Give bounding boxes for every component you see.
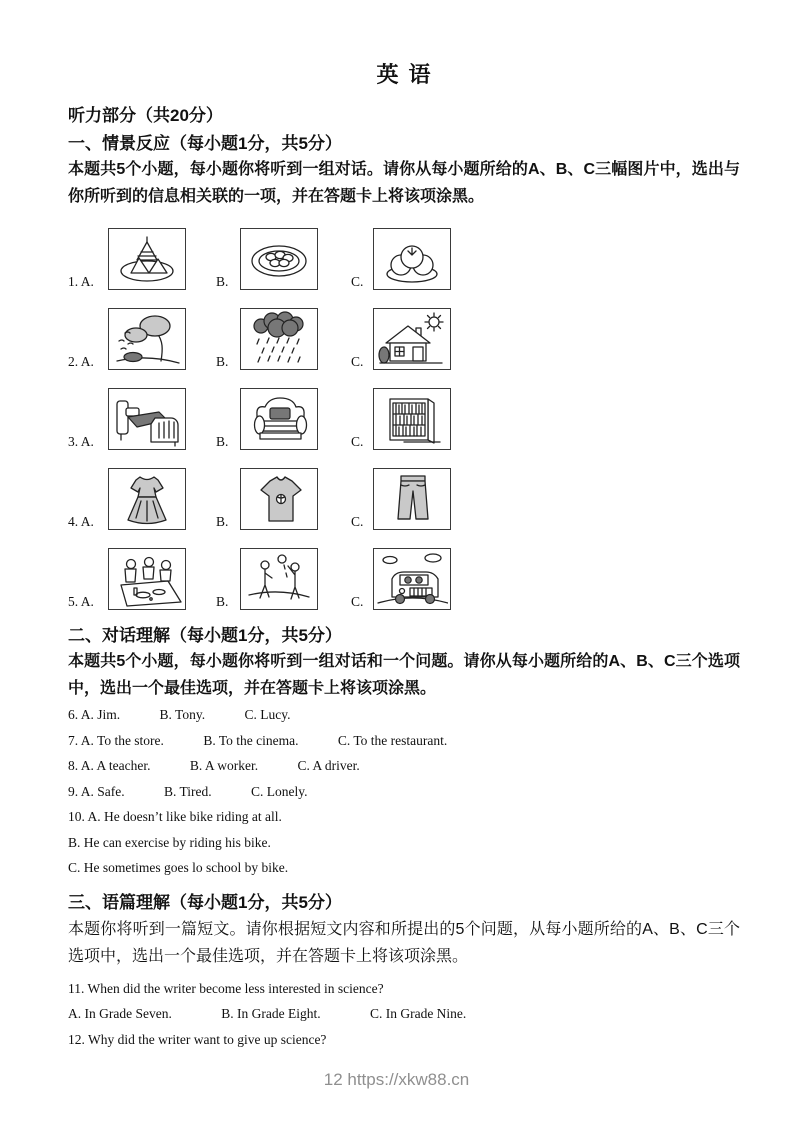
listening-part-header: 听力部分（共20分） (68, 106, 223, 125)
q5-option-c-picture (373, 548, 451, 610)
question-10-option-b: B. He can exercise by riding his bike. (68, 834, 271, 850)
car-icon (376, 551, 448, 607)
dress-icon (111, 471, 183, 527)
q3-option-b-label: B. (216, 434, 229, 449)
q9-option-b: B. Tired. (164, 783, 212, 799)
armchair-icon (243, 391, 315, 447)
q8-option-c: C. A driver. (297, 758, 360, 773)
picture-question-row-1 (68, 227, 741, 290)
q7-option-b: B. To the cinema. (203, 732, 299, 748)
sunny-house-icon (376, 311, 448, 367)
zongzi-plate-icon (111, 231, 183, 287)
question-12: 12. Why did the writer want to give up science? (68, 1031, 327, 1047)
q4-option-c-label: C. (351, 514, 364, 529)
question-9 (68, 779, 741, 805)
q4-option-b-label: B. (216, 514, 229, 529)
q6-option-a: 6. A. Jim. (68, 707, 121, 722)
question-4-label: 4. A. (68, 514, 94, 529)
q5-option-c-label: C. (351, 594, 364, 609)
section2-heading: 二、对话理解（每小题1分，共5分） (68, 626, 342, 645)
q7-option-c: C. To the restaurant. (337, 732, 448, 748)
q3-option-c-picture (373, 388, 451, 450)
q9-option-a: 9. A. Safe. (68, 783, 125, 799)
q1-option-a-picture (108, 228, 186, 290)
ball-game-icon (243, 551, 315, 607)
q1-option-b-picture (240, 228, 318, 290)
q11-option-b: B. In Grade Eight. (221, 1006, 321, 1021)
q2-option-a-picture (108, 308, 186, 370)
q3-option-c-label: C. (351, 434, 364, 449)
dumpling-plate-icon (243, 231, 315, 287)
bookshelf-icon (376, 391, 448, 447)
q8-option-b: B. A worker. (189, 758, 259, 773)
question-11-options (68, 1001, 741, 1027)
rain-cloud-icon (243, 311, 315, 367)
section1-intro: 本题共5个小题，每小题你将听到一组对话。请你从每小题所给的A、B、C三幅图片中，选出与你所听到的信息相关联的一项，并在答题卡上将该项涂黑。 (68, 161, 740, 205)
picture-question-row-2 (68, 307, 741, 370)
q4-option-c-picture (373, 468, 451, 530)
page-footer-watermark: 12 https://xkw88.cn (323, 1070, 470, 1089)
question-6 (68, 702, 741, 728)
picture-question-row-5 (68, 547, 741, 610)
question-2-label: 2. A. (68, 354, 94, 369)
q2-option-b-label: B. (216, 354, 229, 369)
q2-option-c-label: C. (351, 354, 364, 369)
steamed-buns-icon (376, 231, 448, 287)
question-10-option-a: 10. A. He doesn’t like bike riding at all. (68, 809, 282, 824)
q1-option-c-picture (373, 228, 451, 290)
question-5-label: 5. A. (68, 594, 94, 609)
q2-option-c-picture (373, 308, 451, 370)
section3-intro: 本题你将听到一篇短文。请你根据短文内容和所提出的5个问题，从每小题所给的A、B、C三个选项中，选出一个最佳选项，并在答题卡上将该项涂黑。 (68, 920, 740, 965)
question-1-label: 1. A. (68, 274, 94, 289)
q4-option-a-picture (108, 468, 186, 530)
q3-option-a-picture (108, 388, 186, 450)
question-8 (68, 753, 741, 779)
t-shirt-icon (243, 471, 315, 527)
q9-option-c: C. Lonely. (251, 783, 308, 799)
q11-option-c: C. In Grade Nine. (369, 1006, 467, 1021)
section3-heading: 三、语篇理解（每小题1分，共5分） (68, 892, 342, 912)
q1-option-b-label: B. (216, 274, 229, 289)
page-title: 英 语 (376, 62, 433, 87)
picture-question-row-3 (68, 387, 741, 450)
q3-option-b-picture (240, 388, 318, 450)
q4-option-b-picture (240, 468, 318, 530)
q5-option-b-picture (240, 548, 318, 610)
question-3-label: 3. A. (68, 434, 94, 449)
picture-question-row-4 (68, 467, 741, 530)
picnic-icon (111, 551, 183, 607)
q6-option-b: B. Tony. (159, 707, 206, 722)
q2-option-b-picture (240, 308, 318, 370)
section1-heading: 一、情景反应（每小题1分，共5分） (68, 134, 342, 153)
q1-option-c-label: C. (351, 274, 364, 289)
question-7 (68, 728, 741, 754)
q5-option-b-label: B. (216, 594, 229, 609)
trousers-icon (376, 471, 448, 527)
question-10-option-c: C. He sometimes goes lo school by bike. (68, 860, 289, 875)
q8-option-a: 8. A. A teacher. (68, 758, 151, 773)
q7-option-a: 7. A. To the store. (68, 732, 164, 748)
q5-option-a-picture (108, 548, 186, 610)
windy-tree-icon (111, 311, 183, 367)
section2-intro: 本题共5个小题，每小题你将听到一组对话和一个问题。请你从每小题所给的A、B、C三个选项中，选出一个最佳选项，并在答题卡上将该项涂黑。 (68, 653, 740, 697)
bed-icon (111, 391, 183, 447)
q11-option-a: A. In Grade Seven. (68, 1006, 172, 1021)
q6-option-c: C. Lucy. (244, 707, 291, 722)
question-11: 11. When did the writer become less interested in science? (68, 980, 384, 996)
